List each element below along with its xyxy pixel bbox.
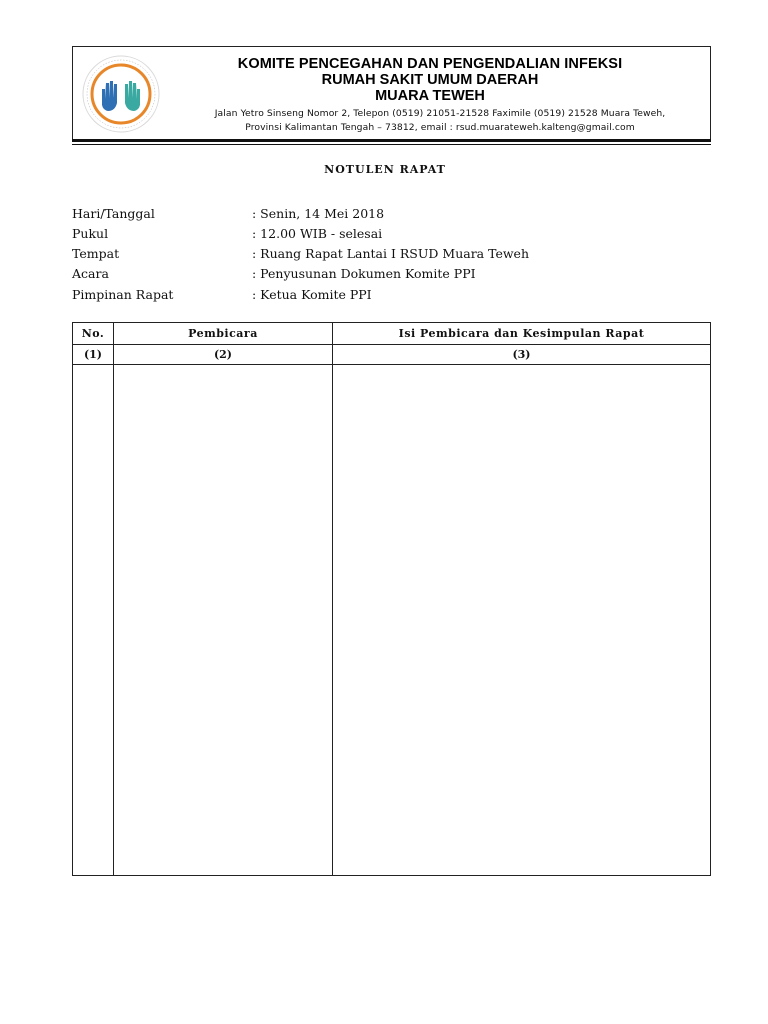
info-value: : 12.00 WIB - selesai: [252, 226, 383, 241]
info-label: Acara: [72, 266, 109, 281]
col-header-content: Isi Pembicara dan Kesimpulan Rapat: [333, 323, 711, 345]
info-row-place: [72, 246, 712, 264]
cell-content-empty[interactable]: [333, 365, 711, 876]
info-value: : Ketua Komite PPI: [252, 287, 372, 302]
info-value: : Senin, 14 Mei 2018: [252, 206, 385, 221]
col-number-3: (3): [333, 345, 711, 365]
info-label: Pimpinan Rapat: [72, 287, 174, 302]
cell-speaker-empty[interactable]: [114, 365, 333, 876]
letterhead-rule-thick: [72, 139, 711, 142]
document-title: NOTULEN RAPAT: [324, 163, 446, 176]
table-header-row: [73, 323, 711, 345]
hospital-city: MUARA TEWEH: [375, 88, 485, 104]
col-number-2: (2): [114, 345, 333, 365]
table-number-row: [73, 345, 711, 365]
address-line-1: Jalan Yetro Sinseng Nomor 2, Telepon (0519) 21051-21528 Faximile (0519) 21528 Muara Teweh,: [214, 108, 666, 119]
col-header-no: No.: [73, 323, 114, 345]
hospital-name: RUMAH SAKIT UMUM DAERAH: [321, 72, 539, 88]
info-label: Pukul: [72, 226, 109, 241]
address-line-2: Provinsi Kalimantan Tengah – 73812, email : rsud.muarateweh.kalteng@gmail.com: [245, 122, 635, 133]
info-row-date: [72, 206, 712, 224]
cell-no-empty[interactable]: [73, 365, 114, 876]
info-row-time: [72, 226, 712, 244]
info-label: Tempat: [72, 246, 120, 261]
letterhead-rule-thin: [72, 144, 711, 145]
col-header-speaker: Pembicara: [114, 323, 333, 345]
info-row-chair: [72, 287, 712, 305]
minutes-table: [72, 322, 711, 876]
col-number-1: (1): [73, 345, 114, 365]
info-row-agenda: [72, 266, 712, 284]
committee-name: KOMITE PENCEGAHAN DAN PENGENDALIAN INFEKSI: [237, 56, 623, 72]
info-label: Hari/Tanggal: [72, 206, 155, 221]
table-body-row: [73, 365, 711, 876]
info-value: : Penyusunan Dokumen Komite PPI: [252, 266, 476, 281]
info-value: : Ruang Rapat Lantai I RSUD Muara Teweh: [252, 246, 530, 261]
